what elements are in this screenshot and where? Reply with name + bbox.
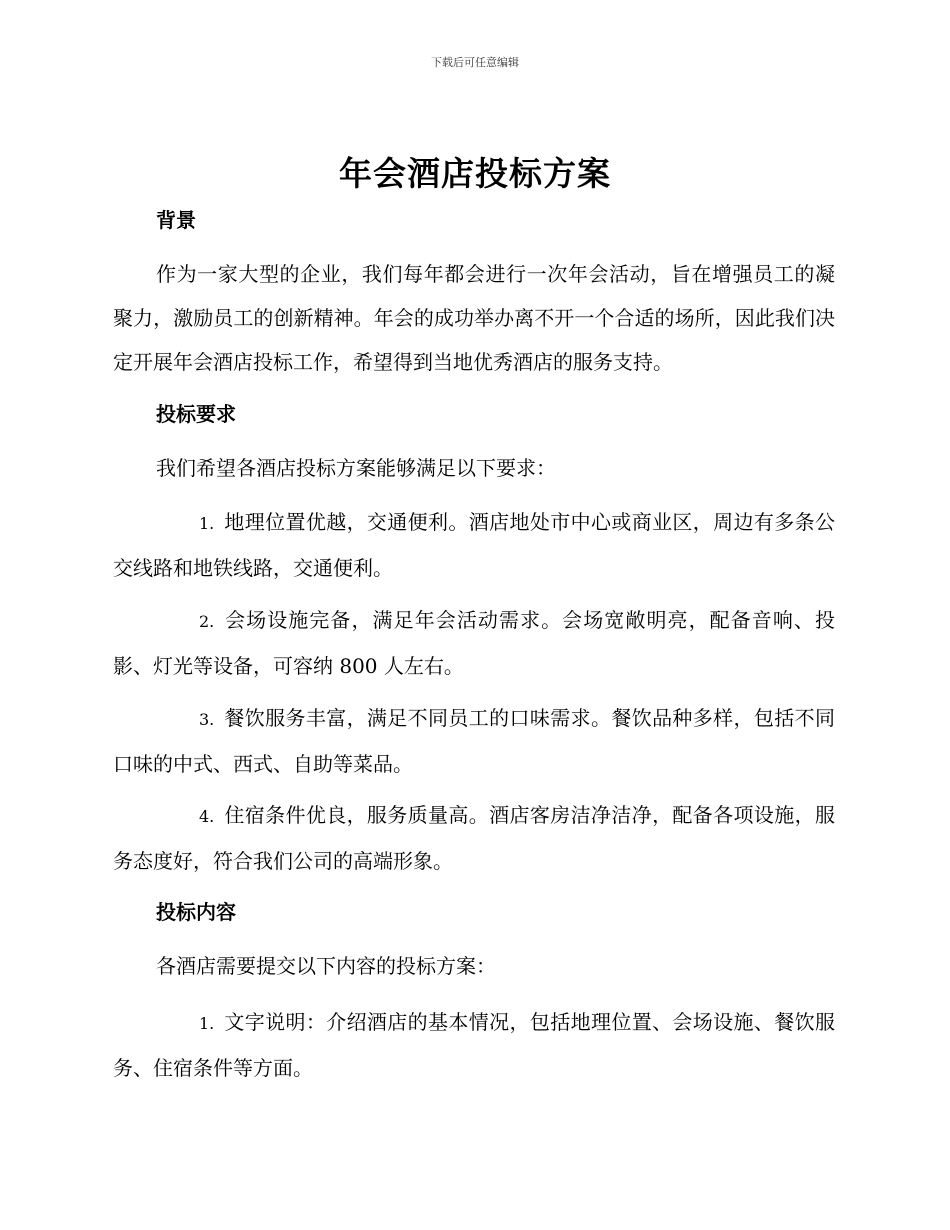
requirement-item-1 [113, 500, 835, 590]
content-item-1 [113, 1000, 835, 1090]
list-item-text: 文字说明：介绍酒店的基本情况，包括地理位置、会场设施、餐饮服务、住宿条件等方面。 [113, 1010, 835, 1080]
list-item-text: 住宿条件优良，服务质量高。酒店客房洁净洁净，配备各项设施，服务态度好，符合我们公司的高端形象。 [113, 803, 835, 873]
list-item-number: 2. [199, 612, 215, 631]
content-intro: 各酒店需要提交以下内容的投标方案： [156, 954, 496, 978]
header-note: 下载后可任意编辑 [431, 56, 519, 69]
list-item-number: 4. [199, 807, 215, 826]
section-heading-content: 投标内容 [156, 900, 236, 924]
section-heading-requirements: 投标要求 [156, 402, 236, 426]
requirement-item-3 [113, 696, 835, 786]
requirements-intro: 我们希望各酒店投标方案能够满足以下要求： [156, 456, 556, 480]
section-heading-background: 背景 [156, 208, 196, 232]
list-item-number: 3. [199, 710, 215, 729]
requirement-item-2 [113, 598, 835, 688]
list-item-text: 地理位置优越，交通便利。酒店地处市中心或商业区，周边有多条公交线路和地铁线路，交通便利。 [113, 510, 835, 580]
list-item-number: 1. [199, 1014, 215, 1033]
background-paragraph: 作为一家大型的企业，我们每年都会进行一次年会活动，旨在增强员工的凝聚力，激励员工的创新精神。年会的成功举办离不开一个合适的场所，因此我们决定开展年会酒店投标工作，希望得到当地优秀酒店的服务支持。 [113, 262, 835, 374]
list-item-text: 餐饮服务丰富，满足不同员工的口味需求。餐饮品种多样，包括不同口味的中式、西式、自助等菜品。 [113, 706, 835, 776]
document-title: 年会酒店投标方案 [339, 154, 611, 193]
list-item-text: 会场设施完备，满足年会活动需求。会场宽敞明亮，配备音响、投影、灯光等设备，可容纳 800 人左右。 [113, 608, 835, 678]
list-item-number: 1. [199, 514, 215, 533]
requirement-item-4 [113, 793, 835, 883]
